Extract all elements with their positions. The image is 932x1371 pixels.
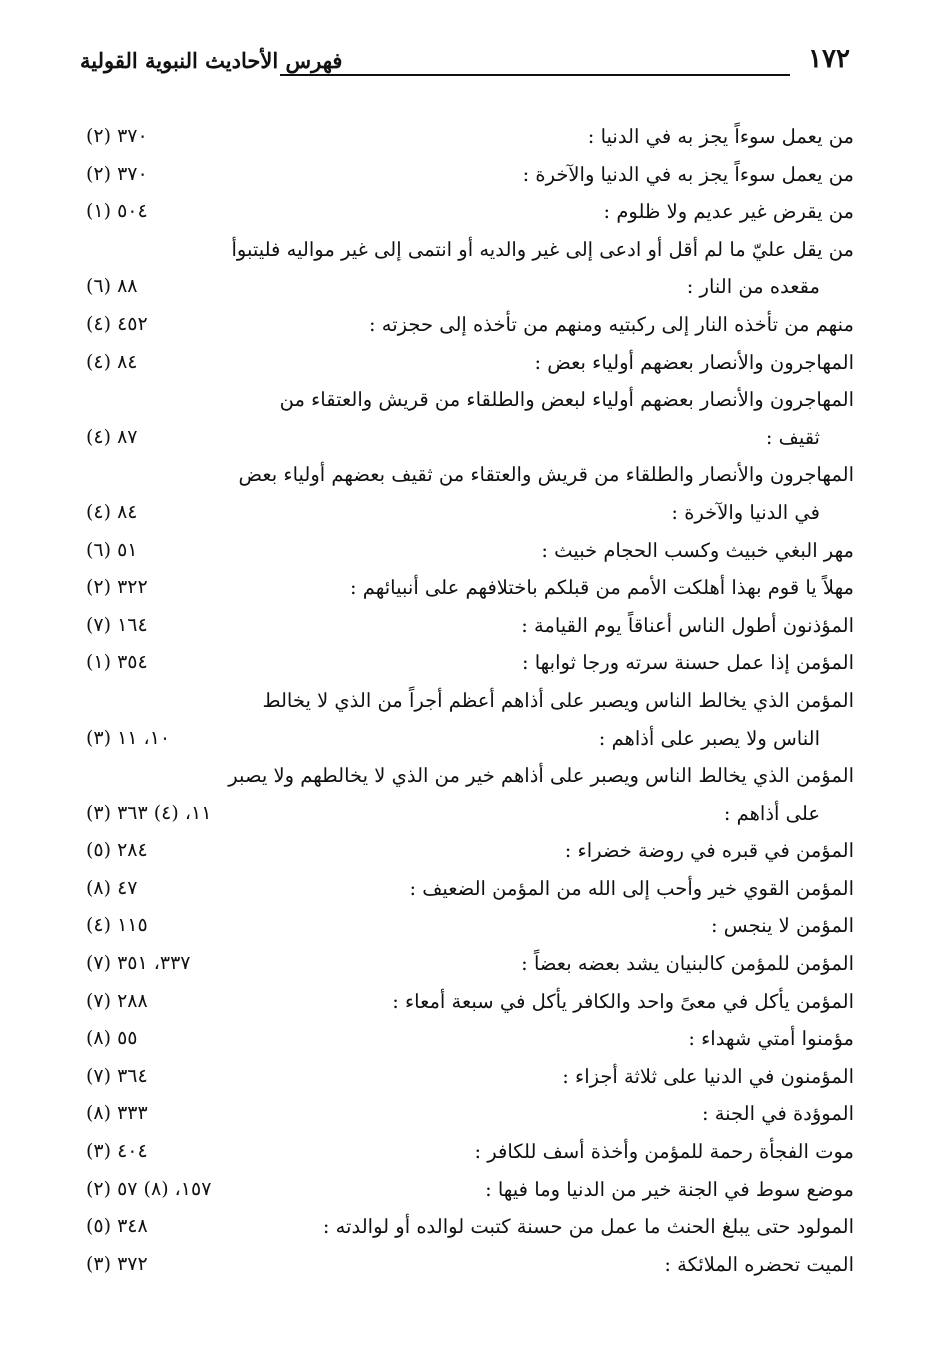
entry-text: المؤمنون في الدنيا على ثلاثة أجزاء :: [562, 1064, 854, 1088]
entry-reference: (٣) ٤٠٤: [86, 1140, 148, 1163]
index-entry: [78, 607, 854, 645]
entry-reference: (٧) ١٦٤: [86, 613, 148, 636]
entry-reference: (٨) ٣٣٣: [86, 1102, 148, 1125]
header-rule: [280, 74, 790, 76]
entry-reference: (٢) ٣٧٠: [86, 125, 148, 147]
entry-text: موت الفجأة رحمة للمؤمن وأخذة أسف للكافر :: [474, 1140, 854, 1164]
entry-text: المؤذنون أطول الناس أعناقاً يوم القيامة :: [521, 613, 854, 637]
entry-text: مؤمنوا أمتي شهداء :: [688, 1027, 854, 1051]
entry-reference: (٧) ٢٨٨: [86, 989, 148, 1012]
entry-reference: (٤) ٨٤: [86, 500, 138, 523]
entry-text: مهر البغي خبيث وكسب الحجام خبيث :: [541, 538, 854, 562]
entry-reference: (٦) ٨٨: [86, 275, 138, 298]
entry-reference: (٦) ٥١: [86, 538, 138, 561]
entry-text: المولود حتى يبلغ الحنث ما عمل من حسنة كتبت لوالده أو لوالدته :: [322, 1215, 854, 1239]
entry-text: المؤمن يأكل في معىً واحد والكافر يأكل في سبعة أمعاء :: [392, 989, 854, 1013]
entry-text: من يقرض غير عديم ولا ظلوم :: [603, 200, 854, 224]
index-entry: [78, 1171, 854, 1209]
index-entry: [78, 1095, 854, 1133]
index-entry: [78, 682, 854, 757]
index-entry: [78, 1208, 854, 1246]
entry-reference: (٥) ٣٤٨: [86, 1215, 148, 1238]
entry-reference: (٢) ١٥٧، (٨) ٥٧: [86, 1177, 212, 1200]
running-title: فهرس الأحاديث النبوية القولية: [80, 48, 343, 73]
entry-text: المؤمن في قبره في روضة خضراء :: [564, 839, 854, 863]
entry-text: موضع سوط في الجنة خير من الدنيا وما فيها :: [485, 1177, 854, 1201]
index-entry: [78, 569, 854, 607]
index-entry: [78, 532, 854, 570]
index-entry: [78, 456, 854, 531]
index-entry: [78, 1246, 854, 1284]
index-entry: [78, 193, 854, 231]
entry-reference: (٤) ٨٤: [86, 350, 138, 373]
entry-text: المهاجرون والأنصار بعضهم أولياء بعض :: [534, 350, 854, 374]
entry-reference: (٧) ٣٣٧، ٣٥١: [86, 952, 191, 975]
entry-text: الميت تحضره الملائكة :: [664, 1252, 854, 1276]
index-entry: [78, 907, 854, 945]
entry-text: الموؤدة في الجنة :: [701, 1102, 854, 1126]
entry-text: المؤمن الذي يخالط الناس ويصبر على أذاهم أعظم أجراً من الذي لا يخالط: [262, 688, 854, 712]
entry-text: من يعمل سوءاً يجز به في الدنيا :: [587, 125, 854, 148]
index-entry: [78, 832, 854, 870]
entry-reference: (٤) ١١٥: [86, 914, 148, 937]
index-entry: [78, 306, 854, 344]
entry-reference: (٨) ٥٥: [86, 1027, 138, 1050]
entry-reference: (٣) ٣٧٢: [86, 1252, 148, 1275]
entry-text: من يقل عليّ ما لم أقل أو ادعى إلى غير والديه أو انتمى إلى غير مواليه فليتبوأ: [231, 237, 854, 261]
index-entry: [78, 344, 854, 382]
index-entry: [78, 381, 854, 456]
index-entry: [78, 644, 854, 682]
hadith-index-list: [78, 118, 854, 1283]
entry-text: المؤمن الذي يخالط الناس ويصبر على أذاهم خير من الذي لا يخالطهم ولا يصبر: [228, 764, 854, 788]
entry-text-continuation: مقعده من النار :: [686, 275, 820, 299]
entry-text: من يعمل سوءاً يجز به في الدنيا والآخرة :: [522, 162, 854, 186]
index-entry: [78, 983, 854, 1021]
entry-text: المهاجرون والأنصار والطلقاء من قريش والعتقاء من ثقيف بعضهم أولياء بعض: [238, 463, 854, 487]
entry-reference: (٢) ٣٢٢: [86, 576, 148, 599]
entry-reference: (٤) ٤٥٢: [86, 312, 148, 335]
entry-text: المؤمن إذا عمل حسنة سرته ورجا ثوابها :: [521, 651, 854, 675]
index-entry: [78, 1133, 854, 1171]
entry-reference: (٥) ٢٨٤: [86, 839, 148, 862]
entry-reference: (١) ٥٠٤: [86, 200, 148, 223]
entry-text: مهلاً يا قوم بهذا أهلكت الأمم من قبلكم باختلافهم على أنبيائهم :: [350, 576, 854, 600]
index-entry: [78, 231, 854, 306]
index-entry: [78, 870, 854, 908]
entry-text-continuation: على أذاهم :: [723, 801, 820, 825]
entry-text: المؤمن لا ينجس :: [710, 914, 854, 938]
index-entry: [78, 1020, 854, 1058]
index-entry: [78, 1058, 854, 1096]
entry-text: المهاجرون والأنصار بعضهم أولياء لبعض والطلقاء من قريش والعتقاء من: [279, 388, 854, 412]
entry-text: منهم من تأخذه النار إلى ركبتيه ومنهم من تأخذه إلى حجزته :: [368, 312, 854, 336]
entry-text-continuation: في الدنيا والآخرة :: [671, 500, 820, 524]
page-header: [80, 44, 850, 84]
page-number: ١٧٢: [808, 44, 850, 74]
entry-reference: (٧) ٣٦٤: [86, 1064, 148, 1087]
entry-text-continuation: الناس ولا يصبر على أذاهم :: [598, 726, 820, 750]
index-entry: [78, 757, 854, 832]
entry-reference: (٨) ٤٧: [86, 876, 138, 899]
index-entry: [78, 945, 854, 983]
entry-reference: (٣) ١١، (٤) ٣٦٣: [86, 801, 212, 824]
entry-reference: (٢) ٣٧٠: [86, 162, 148, 185]
entry-reference: (٣) ١٠، ١١: [86, 726, 171, 749]
entry-text-continuation: ثقيف :: [765, 425, 820, 449]
index-entry: [78, 118, 854, 156]
entry-reference: (١) ٣٥٤: [86, 651, 148, 674]
index-entry: [78, 156, 854, 194]
entry-text: المؤمن القوي خير وأحب إلى الله من المؤمن الضعيف :: [409, 876, 854, 900]
entry-reference: (٤) ٨٧: [86, 425, 138, 448]
entry-text: المؤمن للمؤمن كالبنيان يشد بعضه بعضاً :: [521, 952, 854, 976]
